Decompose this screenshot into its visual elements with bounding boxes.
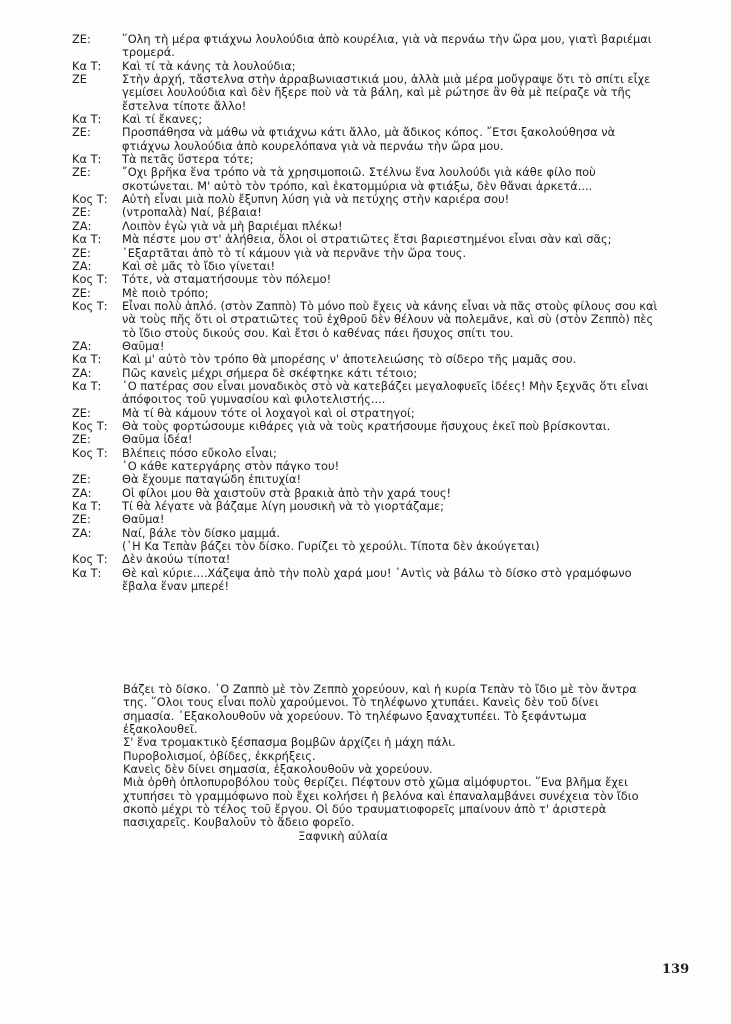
speaker-label: ΖΑ: (72, 338, 92, 353)
line-text: Καὶ τί ἔκανες; (122, 112, 203, 127)
line-text: Τὰ πετᾶς ὕστερα τότε; (122, 152, 254, 167)
speaker-label: ΖΑ: (72, 218, 92, 233)
line-text: Μὰ πέστε μου στ' ἀλήθεια, ὅλοι οἱ στρατιῶτες ἔτσι βαριεστημένοι εἶναι σὰν καὶ σᾶς; (122, 232, 612, 247)
dialogue-line (72, 113, 662, 126)
speaker-label: ΖΕ (72, 72, 88, 87)
dialogue-line (72, 527, 662, 540)
line-text: Καὶ μ' αὐτὸ τὸν τρόπο θὰ μπορέσης ν' ἀποτελειώσης τὸ σίδερο τῆς μαμᾶς σου. (122, 352, 577, 367)
line-text: Θαῦμα ἰδέα! (122, 432, 193, 447)
line-text: ῾Ο κάθε κατεργάρης στὸν πάγκο του! (122, 459, 340, 473)
speaker-label: ΖΕ: (72, 472, 91, 487)
stage-direction-paragraph: Βάζει τὸ δίσκο. ῾Ο Ζαππὸ μὲ τὸν Ζεππὸ χορεύουν, καὶ ἡ κυρία Τεπὰν τὸ ἴδιο μὲ τὸν ἄντρα της. ῞Ολοι τους εἶναι πολὺ χαρούμενοι. Τὸ τηλέφωνο χτυπάει. Κανεὶς δὲν τοῦ δίνει σημασία. ᾿Εξακολουθοῦν νὰ χορεύουν. Τὸ τηλέφωνο ξαναχτυπέει. Τὸ ξεφάντωμα ἐξακολουθεῖ. (123, 682, 637, 737)
dialogue-line (72, 260, 662, 273)
stage-direction-paragraph: Μιὰ ὀρθὴ ὀπλοπυροβόλου τοὺς θερίζει. Πέφτουν στὸ χῶμα αἱμόφυρτοι. ῞Ενα βλῆμα ἔχει χτυπήσει τὸ γραμμόφωνο ποὺ ἔχει κολήσει ἡ βελόνα καὶ ἐπαναλαμβάνει συνέχεια τὸν ἴδιο σκοπὸ μέχρι τὸ τέλος τοῦ ἔργου. Οἱ δύο τραυματιοφορεῖς μπαίνουν ἀπὸ τ' ἀριστερὰ πασιχαρεῖς. Κουβαλοῦν τὸ ἄδειο φορεῖο. (123, 775, 639, 830)
dialogue-line (72, 540, 662, 553)
dialogue-line (72, 407, 662, 420)
line-text: Οἱ φίλοι μου θὰ χαιστοῦν στὰ βρακιὰ ἀπὸ τὴν χαρά τους! (122, 485, 452, 500)
dialogue-line (72, 433, 662, 446)
line-text: Τότε, νὰ σταματήσουμε τὸν πόλεμο! (122, 272, 332, 287)
dialogue-line (72, 367, 662, 380)
speaker-label: Κος Τ: (72, 298, 108, 313)
dialogue-line (72, 33, 662, 60)
dialogue-line (72, 287, 662, 300)
dialogue-line (72, 567, 662, 594)
line-text: Θὰ ἔχουμε παταγώδη ἐπιτυχία! (122, 472, 302, 487)
dialogue-line (72, 500, 662, 513)
speaker-label: Κος Τ: (72, 418, 108, 433)
line-text: Καὶ τί τὰ κάνης τὰ λουλούδια; (122, 58, 296, 73)
dialogue-line (72, 513, 662, 526)
dialogue-line (72, 353, 662, 366)
dialogue-line (72, 380, 662, 407)
dialogue-line (72, 153, 662, 166)
page-number: 139 (662, 962, 690, 977)
speaker-label: ΖΕ: (72, 512, 91, 527)
speaker-label: Κος Τ: (72, 192, 108, 207)
line-text: (ντροπαλὰ) Ναί, βέβαια! (122, 205, 262, 220)
speaker-label: Κα Τ: (72, 378, 102, 393)
stage-directions (123, 683, 643, 843)
line-text: Πῶς κανεὶς μέχρι σήμερα δὲ σκέφτηκε κάτι τέτοιο; (122, 365, 418, 380)
line-text: ῾Ο πατέρας σου εἶναι μοναδικὸς στὸ νὰ κατεβάζει μεγαλοφυεῖς ἰδέες! Μὴν ξεχνᾶς ὅτι εἶναι ἀπόφοιτος τοῦ γυμνασίου καὶ φιλοτελιστής.... (122, 378, 649, 407)
speaker-label: Κα Τ: (72, 352, 102, 367)
curtain-line: Ξαφνικὴ αὐλαία (298, 828, 388, 843)
dialogue-block (72, 33, 662, 593)
dialogue-line (72, 300, 662, 340)
line-text: Ναί, βάλε τὸν δίσκο μαμμά. (122, 525, 280, 540)
speaker-label: Κα Τ: (72, 565, 102, 580)
dialogue-line (72, 460, 662, 473)
line-text: Εἶναι πολὺ ἁπλό. (στὸν Ζαππὸ) Τὸ μόνο ποὺ ἔχεις νὰ κάνης εἶναι νὰ πᾶς στοὺς φίλους σου καὶ νὰ τοὺς πῆς ὅτι οἱ στρατιῶτες τοῦ ἐχθροῦ δὲν θέλουν νὰ πολεμᾶνε, καὶ σὺ (στὸν Ζεππὸ) πὲς τὸ ἴδιο στοὺς δικούς σου. Καὶ ἔτσι ὁ καθένας πάει ἥσυχος σπίτι του. (122, 298, 658, 340)
speaker-label: ΖΕ: (72, 205, 91, 220)
line-text: Προσπάθησα νὰ μάθω νὰ φτιάχνω κάτι ἄλλο, μὰ ἄδικος κόπος. ῎Ετσι ξακολούθησα νὰ φτιάχνω λουλούδια ἀπὸ κουρελόπανα γιὰ νὰ περνάω τὴν ὥρα μου. (122, 125, 616, 153)
speaker-label: ΖΑ: (72, 525, 92, 540)
speaker-label: Κα Τ: (72, 152, 102, 167)
line-text: Θὲ καὶ κύριε....Χάζεψα ἀπὸ τὴν πολὺ χαρά μου! ᾿Αντὶς νὰ βάλω τὸ δίσκο στὸ γραμόφωνο ἔβαλα ἕναν μπερέ! (122, 565, 632, 594)
dialogue-line (72, 233, 662, 246)
dialogue-line (72, 247, 662, 260)
speaker-label: ΖΕ: (72, 285, 91, 300)
line-text: Μὲ ποιὸ τρόπο; (122, 285, 209, 300)
line-text: Βλέπεις πόσο εὔκολο εἶναι; (122, 445, 277, 460)
line-text: (῾Η Κα Τεπὰν βάζει τὸν δίσκο. Γυρίζει τὸ χερούλι. Τίποτα δὲν ἀκούγεται) (122, 539, 540, 554)
speaker-label: Κα Τ: (72, 232, 102, 247)
speaker-label: ΖΕ: (72, 165, 91, 180)
line-text: Καὶ σὲ μᾶς τὸ ἴδιο γίνεται! (122, 258, 276, 273)
line-text: Αὐτὴ εἶναι μιὰ πολὺ ἔξυπνη λύση γιὰ νὰ πετύχης στὴν καριέρα σου! (122, 192, 510, 207)
stage-direction-paragraph: Σ' ἕνα τρομακτικὸ ξέσπασμα βομβῶν ἀρχίζει ἡ μάχη πάλι. (123, 735, 456, 750)
speaker-label: Κα Τ: (72, 499, 102, 514)
line-text: Θαῦμα! (122, 338, 165, 353)
line-text: Στὴν ἀρχή, τἄστελνα στὴν ἀρραβωνιαστικιά μου, ἀλλὰ μιὰ μέρα μοὔγραψε ὅτι τὸ σπίτι εἶχε γεμίσει λουλούδια καὶ δὲν ἤξερε ποὺ νὰ τὰ βάλη, καὶ μὲ ρώτησε ἂν θὰ μὲ πείραζε νὰ τῆς ἔστελνα τίποτε ἄλλο! (122, 72, 651, 113)
line-text: ῎Οχι βρῆκα ἕνα τρόπο νὰ τὰ χρησιμοποιῶ. Στέλνω ἕνα λουλούδι γιὰ κάθε φίλο ποὺ σκοτώνεται. Μ' αὐτὸ τὸν τρόπο, καὶ ἑκατομμύρια νὰ φτιάξω, δὲν θἄναι ἀρκετά.... (122, 165, 596, 193)
dialogue-line (72, 340, 662, 353)
speaker-label: ΖΕ: (72, 245, 91, 260)
dialogue-line (72, 193, 662, 206)
line-text: Θὰ τοὺς φορτώσουμε κιθάρες γιὰ νὰ τοὺς κρατήσουμε ἥσυχους ἐκεῖ ποὺ βρίσκονται. (122, 418, 611, 433)
line-text: ῞Ολη τὴ μέρα φτιάχνω λουλούδια ἀπὸ κουρέλια, γιὰ νὰ περνάω τὴν ὥρα μου, γιατὶ βαριέμαι τρομερά. (122, 32, 652, 60)
dialogue-line (72, 487, 662, 500)
line-text: ᾿Εξαρτᾶται ἀπὸ τὸ τί κάμουν γιὰ νὰ περνᾶνε τὴν ὥρα τους. (122, 245, 467, 260)
speaker-label: ΖΕ: (72, 125, 91, 140)
speaker-label: ΖΕ: (72, 405, 91, 420)
dialogue-line (72, 273, 662, 286)
dialogue-line (72, 553, 662, 566)
line-text: Λοιπὸν ἐγὼ γιὰ νὰ μὴ βαριέμαι πλέκω! (122, 218, 343, 233)
line-text: Τί θὰ λέγατε νὰ βάζαμε λίγη μουσικὴ νὰ τὸ γιορτάζαμε; (122, 499, 444, 514)
speaker-label: Κα Τ: (72, 112, 102, 127)
stage-direction-paragraph: Κανεὶς δὲν δίνει σημασία, ἐξακολουθοῦν νὰ χορεύουν. (123, 762, 433, 777)
speaker-label: ΖΑ: (72, 485, 92, 500)
line-text: Μὰ τί θὰ κάμουν τότε οἱ λοχαγοὶ καὶ οἱ στρατηγοί; (122, 405, 415, 420)
speaker-label: ΖΑ: (72, 258, 92, 273)
dialogue-line (72, 206, 662, 219)
speaker-label: ΖΑ: (72, 365, 92, 380)
dialogue-line (72, 166, 662, 193)
dialogue-line (72, 73, 662, 113)
speaker-label: ΖΕ: (72, 32, 91, 46)
line-text: Δὲν ἀκούω τίποτα! (122, 552, 231, 567)
dialogue-line (72, 447, 662, 460)
speaker-label: Κα Τ: (72, 58, 102, 73)
line-text: Θαῦμα! (122, 512, 165, 527)
speaker-label: Κος Τ: (72, 552, 108, 567)
dialogue-line (72, 420, 662, 433)
dialogue-line (72, 473, 662, 486)
speaker-label: ΖΕ: (72, 432, 91, 447)
stage-direction-paragraph: Πυροβολισμοί, ὀβίδες, ἐκκρήξεις. (123, 748, 316, 763)
speaker-label: Κος Τ: (72, 272, 108, 287)
dialogue-line (72, 126, 662, 153)
speaker-label: Κος Τ: (72, 445, 108, 460)
